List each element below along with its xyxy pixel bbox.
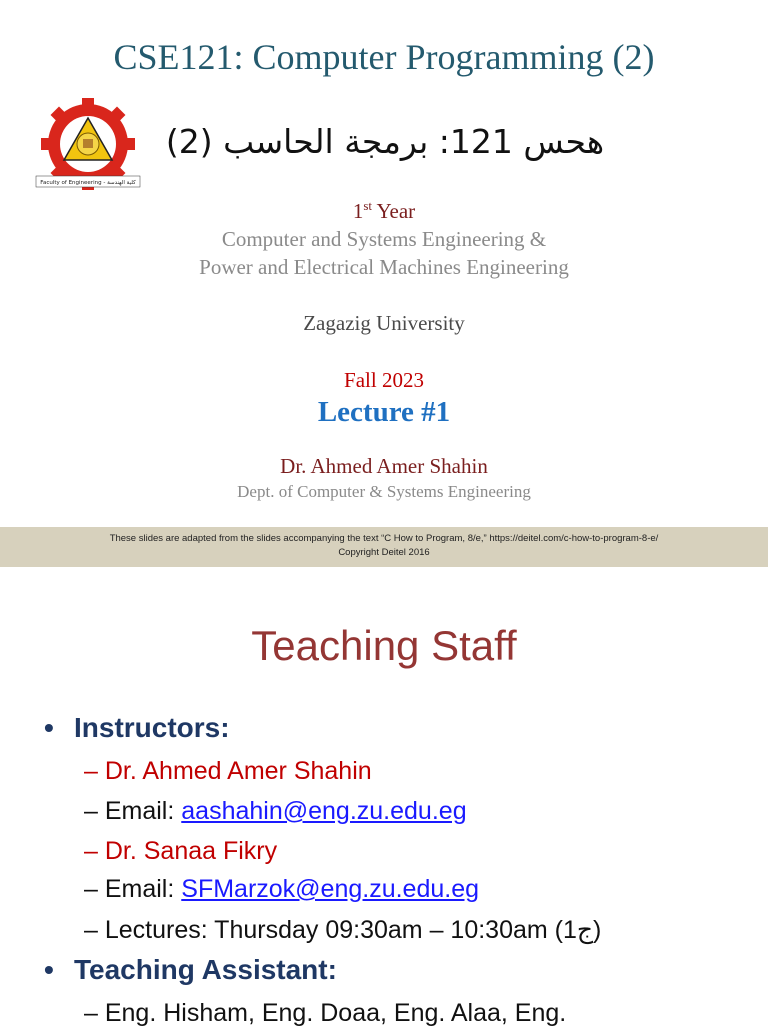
year-ordinal: st xyxy=(363,198,372,213)
footnote-line-1: These slides are adapted from the slides accompanying the text “C How to Program, 8/e,” https://deitel.com/c-how-to-program-8-e/ xyxy=(109,533,659,544)
instructor-2-email-link[interactable]: SFMarzok@eng.zu.edu.eg xyxy=(181,875,480,903)
term-label: Fall 2023 xyxy=(344,368,424,392)
teaching-staff-slide xyxy=(0,567,768,1027)
instructor-1-name: – Dr. Ahmed Amer Shahin xyxy=(84,757,372,785)
university-name: Zagazig University xyxy=(303,311,465,335)
lecture-number: Lecture #1 xyxy=(317,396,451,428)
slide-title: Teaching Staff xyxy=(251,622,517,669)
course-title: CSE121: Computer Programming (2) xyxy=(113,37,655,77)
footnote-line-2: Copyright Deitel 2016 xyxy=(338,547,430,558)
teaching-assistants-list: – Eng. Hisham, Eng. Doaa, Eng. Alaa, Eng. xyxy=(84,999,567,1027)
faculty-logo-icon xyxy=(22,98,154,190)
instructor-2-email-line xyxy=(84,875,479,904)
instructor-2-name: – Dr. Sanaa Fikry xyxy=(84,837,278,865)
instructor-1-email-line xyxy=(84,797,467,826)
bullet-dot-icon: • xyxy=(44,954,54,985)
logo-text: Faculty of Engineering - كلية الهندسة xyxy=(40,180,136,186)
department-line-1: Computer and Systems Engineering & xyxy=(221,227,547,251)
instructor-1-email-link[interactable]: aashahin@eng.zu.edu.eg xyxy=(181,797,467,825)
lecture-schedule: – Lectures: Thursday 09:30am – 10:30am (ج1) xyxy=(84,916,602,944)
bullet-ta-label: Teaching Assistant: xyxy=(74,954,337,985)
course-title-arabic: هحس 121: برمجة الحاسب (2) xyxy=(165,122,605,161)
bullet-instructors xyxy=(44,712,230,744)
email-label: – Email: xyxy=(84,797,182,825)
year-label xyxy=(0,198,768,224)
year-word: Year xyxy=(372,199,416,223)
instructor-department: Dept. of Computer & Systems Engineering xyxy=(237,482,531,501)
bullet-teaching-assistant xyxy=(44,954,337,986)
email-label: – Email: xyxy=(84,875,182,903)
attribution-footnote xyxy=(0,527,768,567)
instructor-name: Dr. Ahmed Amer Shahin xyxy=(280,454,488,478)
department-line-2: Power and Electrical Machines Engineering xyxy=(199,255,569,279)
bullet-instructors-label: Instructors: xyxy=(74,712,230,743)
year-number: 1 xyxy=(352,199,364,223)
bullet-dot-icon: • xyxy=(44,712,54,743)
